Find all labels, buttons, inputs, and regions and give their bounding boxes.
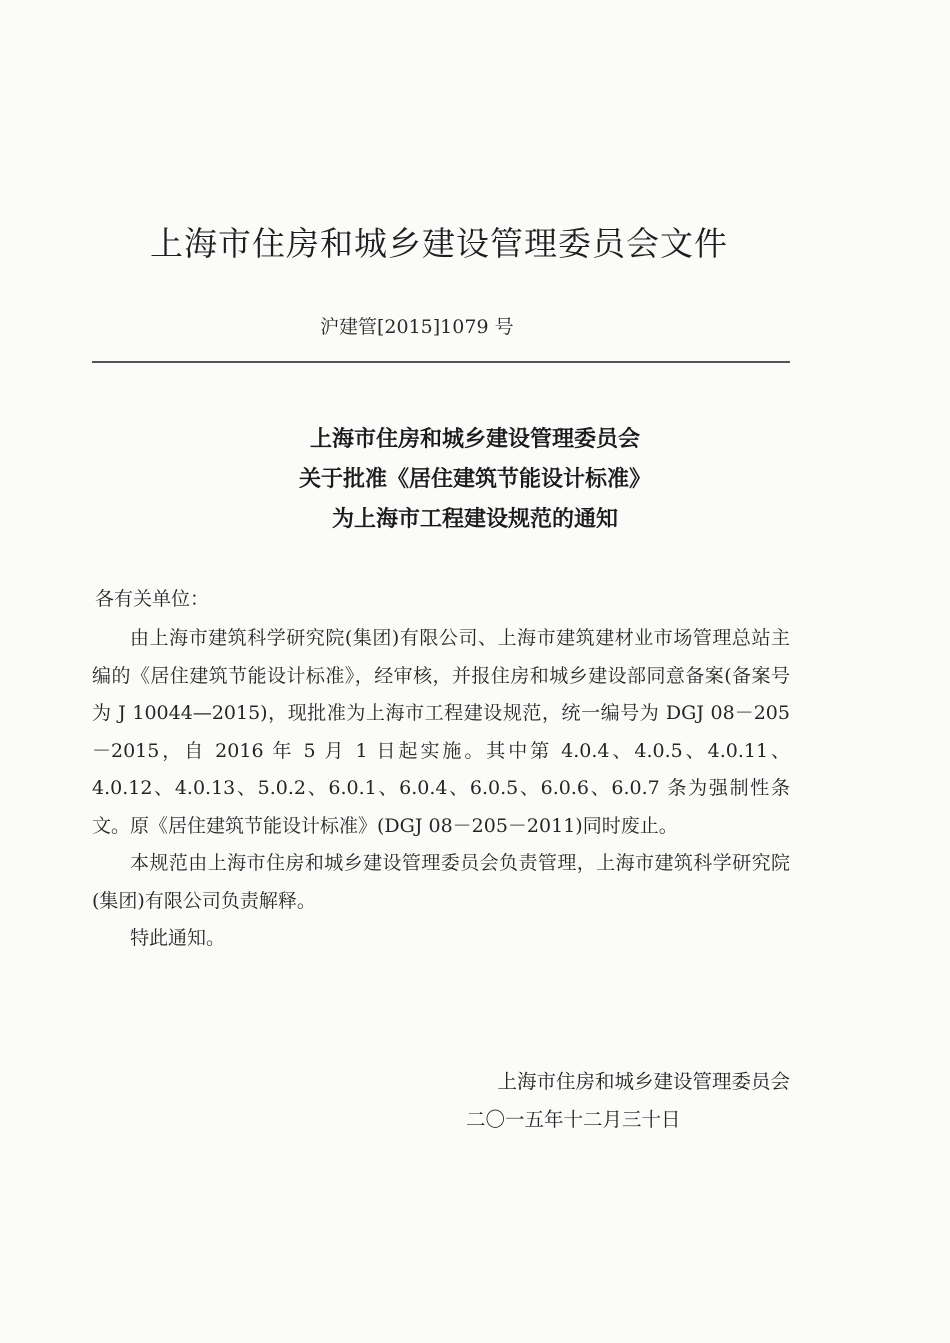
notice-title	[130, 420, 820, 540]
issuer-header-title: 上海市住房和城乡建设管理委员会文件	[150, 224, 728, 263]
salutation: 各有关单位：	[95, 588, 210, 610]
body-paragraph: 由上海市建筑科学研究院(集团)有限公司、上海市建筑建材业市场管理总站主编的《居住建筑节能设计标准》，经审核，并报住房和城乡建设部同意备案(备案号为 J 10044—2015)，现批准为上海市工程建设规范，统一编号为 DGJ 08－205－2015，自 2016 年 5 月 1 日起实施。其中第 4.0.4、4.0.5、4.0.11、4.0.12、4.0.13、5.0.2、6.0.1、6.0.4、6.0.5、6.0.6、6.0.7 条为强制性条文。原《居住建筑节能设计标准》(DGJ 08－205－2011)同时废止。	[92, 627, 790, 837]
body-paragraph: 本规范由上海市住房和城乡建设管理委员会负责管理，上海市建筑科学研究院(集团)有限公司负责解释。	[92, 852, 790, 912]
body-paragraph: 特此通知。	[130, 927, 226, 949]
signing-date: 二〇一五年十二月三十日	[466, 1108, 681, 1131]
signature-block	[420, 1063, 790, 1139]
document-number: 沪建管[2015]1079 号	[320, 316, 514, 338]
notice-body	[92, 620, 790, 958]
notice-title-line: 上海市住房和城乡建设管理委员会	[309, 427, 640, 452]
header-divider	[92, 361, 790, 363]
notice-title-line: 为上海市工程建设规范的通知	[331, 507, 618, 532]
signing-organization: 上海市住房和城乡建设管理委员会	[497, 1070, 790, 1093]
notice-title-line: 关于批准《居住建筑节能设计标准》	[298, 467, 651, 492]
